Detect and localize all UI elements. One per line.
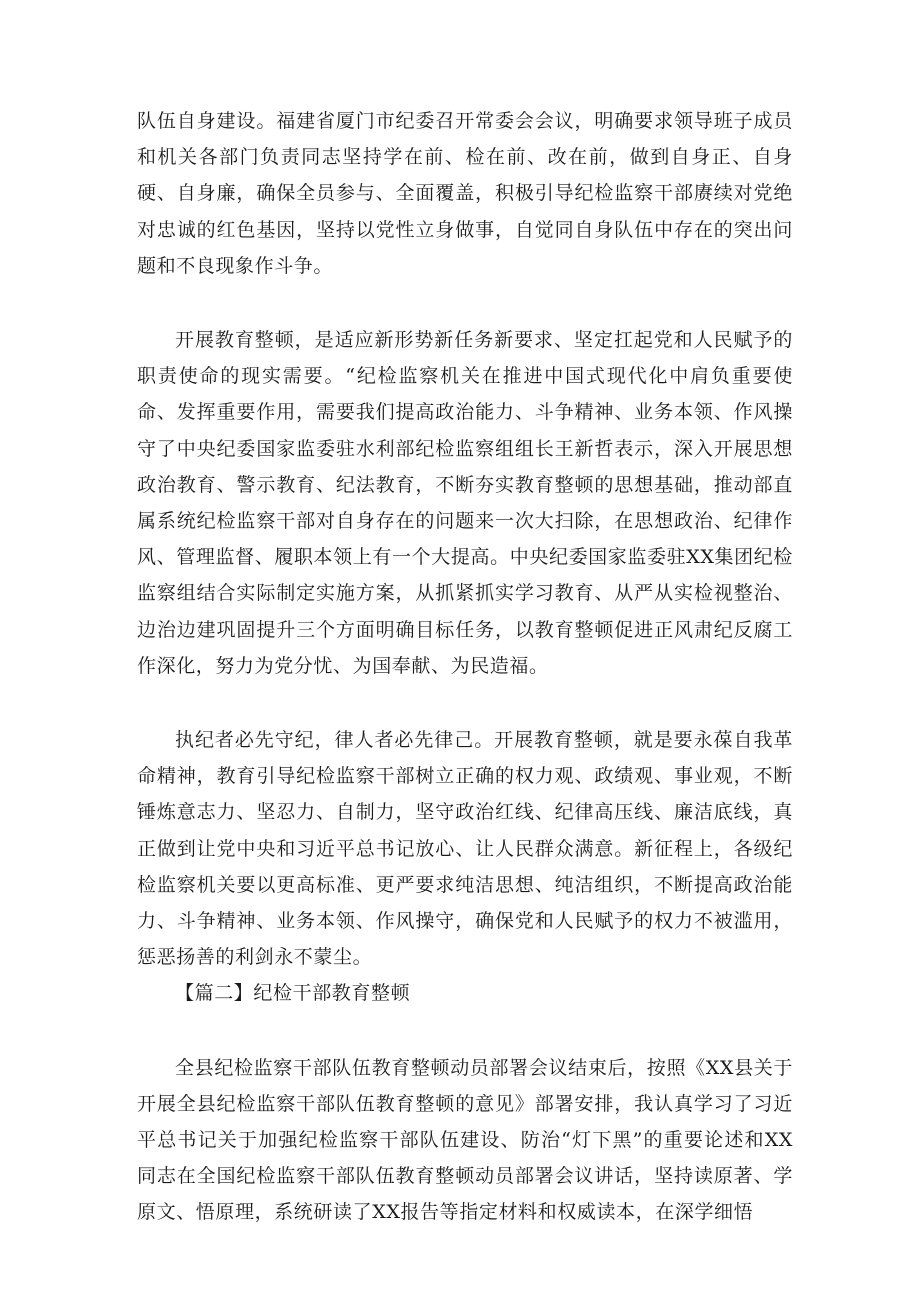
document-body (137, 103, 793, 1231)
section-paragraph: 全县纪检监察干部队伍教育整顿动员部署会议结束后，按照《XX县关于开展全县纪检监察干部队伍教育整顿的意见》部署安排，我认真学习了习近平总书记关于加强纪检监察干部队伍建设、防治“灯下黑”的重要论述和XX同志在全国纪检监察干部队伍教育整顿动员部署会议讲话，坚持读原著、学原文、悟原理，系统研读了XX报告等指定材料和权威读本，在深学细悟 (137, 1056, 793, 1224)
paragraph-2: 开展教育整顿，是适应新形势新任务新要求、坚定扛起党和人民赋予的职责使命的现实需要。“纪检监察机关在推进中国式现代化中肩负重要使命、发挥重要作用，需要我们提高政治能力、斗争精神、业务本领、作风操守了中央纪委国家监委驻水利部纪检监察组组长王新哲表示，深入开展思想政治教育、警示教育、纪法教育，不断夯实教育整顿的思想基础，推动部直属系统纪检监察干部对自身存在的问题来一次大扫除，在思想政治、纪律作风、管理监督、履职本领上有一个大提高。中央纪委国家监委驻XX集团纪检监察组结合实际制定实施方案，从抓紧抓实学习教育、从严从实检视整治、边治边建巩固提升三个方面明确目标任务，以教育整顿促进正风肃纪反腐工作深化，努力为党分忧、为国奉献、为民造福。 (137, 329, 793, 677)
section-heading: 【篇二】纪检干部教育整顿 (175, 982, 411, 1005)
paragraph-gap (137, 1012, 793, 1050)
paragraph-3: 执纪者必先守纪，律人者必先律己。开展教育整顿，就是要永葆自我革命精神，教育引导纪检监察干部树立正确的权力观、政绩观、事业观，不断锤炼意志力、坚忍力、自制力，坚守政治红线、纪律高压线、廉洁底线，真正做到让党中央和习近平总书记放心、让人民群众满意。新征程上，各级纪检监察机关要以更高标准、更严要求纯洁思想、纯洁组织，不断提高政治能力、斗争精神、业务本领、作风操守，确保党和人民赋予的权力不被滥用，惩恶扬善的利剑永不蒙尘。 (137, 729, 793, 969)
paragraph-gap (137, 284, 793, 322)
paragraph-gap (137, 684, 793, 722)
paragraph-1: 队伍自身建设。福建省厦门市纪委召开常委会会议，明确要求领导班子成员和机关各部门负责同志坚持学在前、检在前、改在前，做到自身正、自身硬、自身廉，确保全员参与、全面覆盖，积极引导纪检监察干部赓续对党绝对忠诚的红色基因，坚持以党性立身做事，自觉同自身队伍中存在的突出问题和不良现象作斗争。 (137, 110, 793, 277)
